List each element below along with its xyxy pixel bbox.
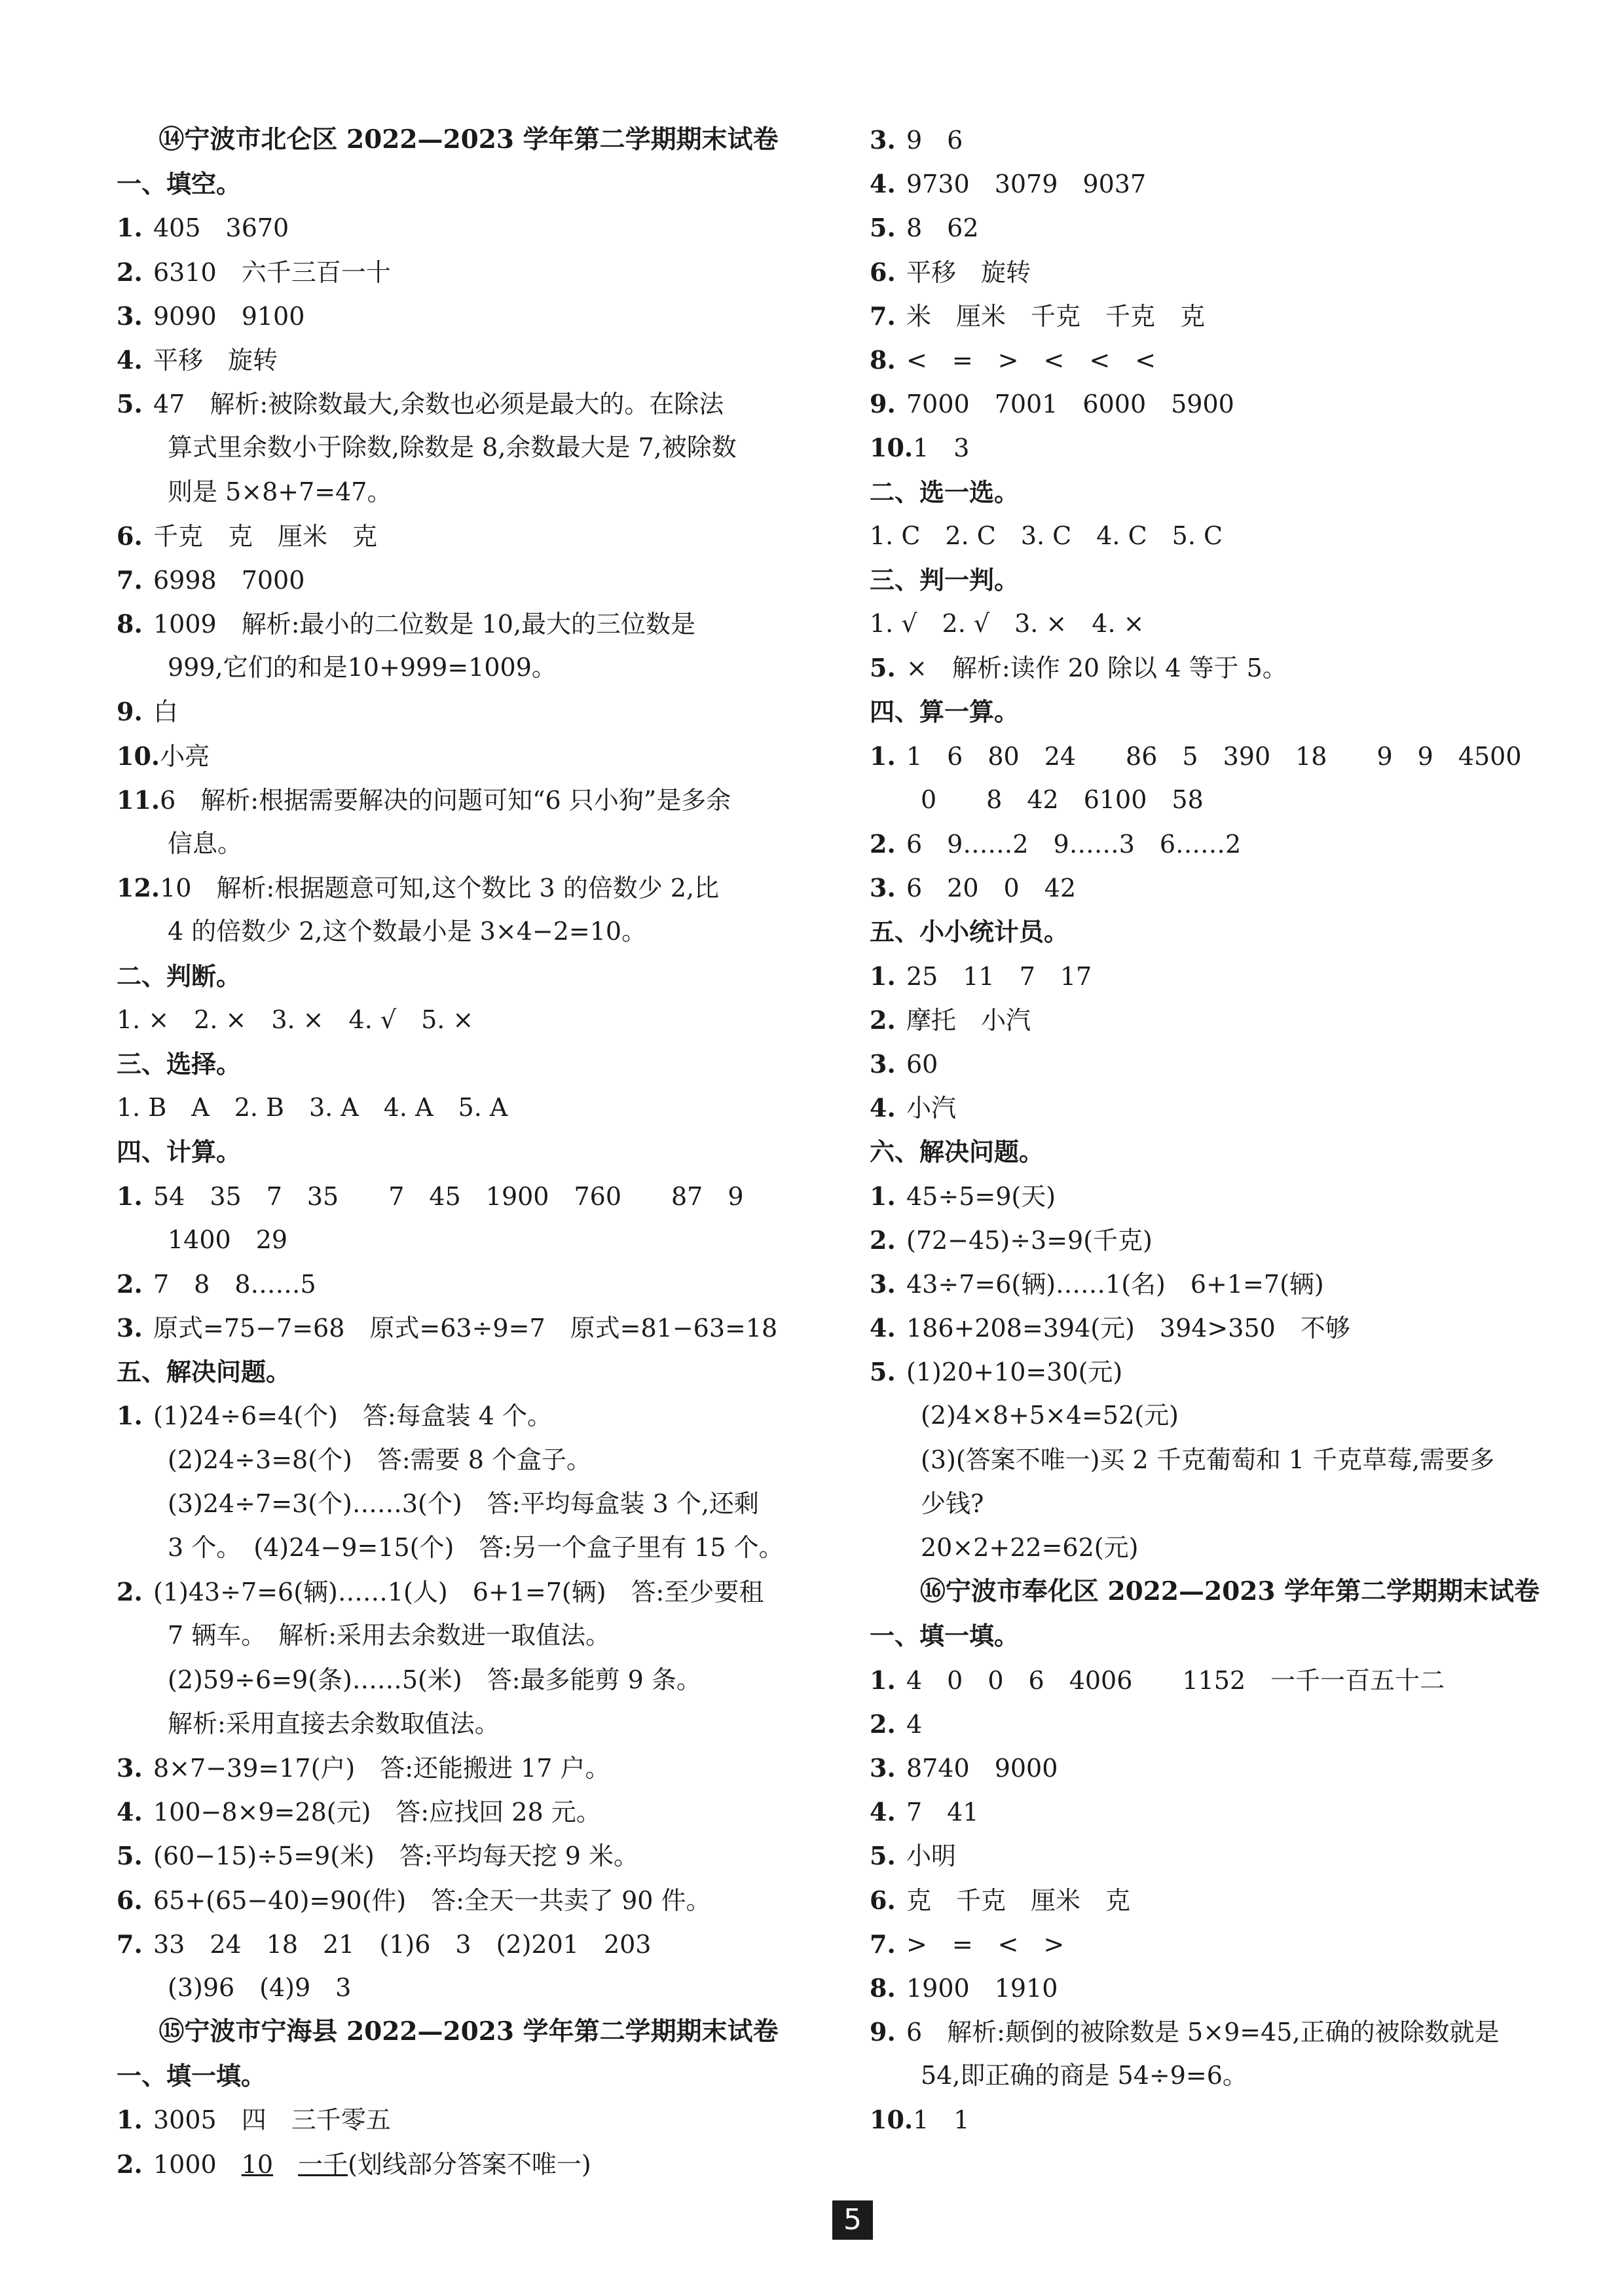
answer-line: 4. 100−8×9=28(元) 答:应找回 28 元。 bbox=[117, 1797, 601, 1827]
answer-continuation: 0 8 42 6100 58 bbox=[921, 785, 1204, 814]
answer-line: 2. 1000 10 一千(划线部分答案不唯一) bbox=[117, 2149, 591, 2179]
answer-line: 2. (72−45)÷3=9(千克) bbox=[870, 1225, 1153, 1255]
answer-line: 2. 6 9……2 9……3 6……2 bbox=[870, 829, 1242, 859]
answer-line: 10.1 1 bbox=[870, 2105, 970, 2135]
section-heading: 五、小小统计员。 bbox=[870, 917, 1069, 947]
exam-14-title: ⑭宁波市北仑区 2022—2023 学年第二学期期末试卷 bbox=[158, 124, 779, 155]
answer-continuation: 解析:采用直接去余数取值法。 bbox=[168, 1709, 500, 1738]
answer-line: 1. (1)24÷6=4(个) 答:每盒装 4 个。 bbox=[117, 1401, 553, 1431]
section-heading: 一、填一填。 bbox=[117, 2061, 267, 2091]
answer-line: 9. 白 bbox=[117, 697, 179, 727]
answer-continuation: 4 的倍数少 2,这个数最小是 3×4−2=10。 bbox=[168, 917, 647, 946]
answer-line: 4. 小汽 bbox=[870, 1093, 957, 1123]
answer-line: 5. × 解析:读作 20 除以 4 等于 5。 bbox=[870, 653, 1287, 683]
left-column bbox=[117, 118, 821, 2186]
answer-line: 3. 43÷7=6(辆)……1(名) 6+1=7(辆) bbox=[870, 1269, 1324, 1299]
answer-continuation: (3)(答案不唯一)买 2 千克葡萄和 1 千克草莓,需要多 bbox=[921, 1445, 1495, 1474]
section-heading: 二、选一选。 bbox=[870, 477, 1020, 507]
answer-line: 3. 60 bbox=[870, 1048, 938, 1079]
answer-line: 9. 7000 7001 6000 5900 bbox=[870, 389, 1234, 419]
answer-continuation: 3 个。 (4)24−9=15(个) 答:另一个盒子里有 15 个。 bbox=[168, 1533, 784, 1562]
answer-line: 5. 小明 bbox=[870, 1841, 957, 1871]
answer-line: 6. 千克 克 厘米 克 bbox=[117, 521, 378, 551]
answer-line: 10.小亮 bbox=[117, 741, 210, 771]
answer-line: 1. 25 11 7 17 bbox=[870, 961, 1092, 991]
underlined-answer: 一千 bbox=[298, 2149, 348, 2179]
answer-line: 9. 6 解析:颠倒的被除数是 5×9=45,正确的被除数就是 bbox=[870, 2017, 1500, 2047]
answer-line: 5. 8 62 bbox=[870, 213, 979, 243]
answer-line: 1. 3005 四 三千零五 bbox=[117, 2105, 391, 2135]
answer-continuation: 1400 29 bbox=[168, 1225, 288, 1254]
underlined-answer: 10 bbox=[241, 2149, 274, 2179]
answer-line: 5. (60−15)÷5=9(米) 答:平均每天挖 9 米。 bbox=[117, 1841, 639, 1871]
answer-line: 8. 1009 解析:最小的二位数是 10,最大的三位数是 bbox=[117, 609, 696, 639]
answer-continuation: 算式里余数小于除数,除数是 8,余数最大是 7,被除数 bbox=[168, 433, 737, 462]
answer-line: 1. 45÷5=9(天) bbox=[870, 1181, 1056, 1211]
answer-continuation: 999,它们的和是10+999=1009。 bbox=[168, 653, 557, 682]
right-column bbox=[870, 118, 1590, 2142]
answer-line: 7. > = < > bbox=[870, 1929, 1065, 1959]
section-heading: 二、判断。 bbox=[117, 961, 242, 991]
answer-line: 1. √ 2. √ 3. × 4. × bbox=[870, 609, 1145, 639]
answer-line: 11.6 解析:根据需要解决的问题可知“6 只小狗”是多余 bbox=[117, 785, 731, 815]
answer-line: 3. 8×7−39=17(户) 答:还能搬进 17 户。 bbox=[117, 1752, 610, 1783]
answer-line: 4. 9730 3079 9037 bbox=[870, 169, 1147, 199]
answer-line: 1. B A 2. B 3. A 4. A 5. A bbox=[117, 1093, 508, 1122]
answer-line: 5. (1)20+10=30(元) bbox=[870, 1357, 1123, 1387]
answer-continuation: 54,即正确的商是 54÷9=6。 bbox=[921, 2061, 1247, 2090]
answer-line: 2. 摩托 小汽 bbox=[870, 1005, 1031, 1035]
answer-line: 7. 6998 7000 bbox=[117, 565, 305, 595]
answer-continuation: (2)59÷6=9(条)……5(米) 答:最多能剪 9 条。 bbox=[168, 1665, 701, 1694]
section-heading: 一、填一填。 bbox=[870, 1621, 1020, 1651]
answer-line: 6. 65+(65−40)=90(件) 答:全天一共卖了 90 件。 bbox=[117, 1885, 711, 1915]
answer-line: 2. 7 8 8……5 bbox=[117, 1269, 316, 1299]
section-heading: 三、判一判。 bbox=[870, 565, 1020, 595]
answer-line: 2. (1)43÷7=6(辆)……1(人) 6+1=7(辆) 答:至少要租 bbox=[117, 1577, 764, 1607]
page-number: 5 bbox=[832, 2200, 873, 2240]
answer-line: 4. 平移 旋转 bbox=[117, 344, 278, 375]
answer-line: 8. < = > < < < bbox=[870, 344, 1156, 375]
answer-line: 7. 33 24 18 21 (1)6 3 (2)201 203 bbox=[117, 1929, 652, 1959]
section-heading: 三、选择。 bbox=[117, 1048, 242, 1079]
answer-continuation: 20×2+22=62(元) bbox=[921, 1533, 1139, 1562]
answer-line: 6. 克 千克 厘米 克 bbox=[870, 1885, 1131, 1915]
answer-continuation: 少钱? bbox=[921, 1489, 984, 1518]
section-heading: 五、解决问题。 bbox=[117, 1357, 291, 1387]
answer-continuation: (3)96 (4)9 3 bbox=[168, 1973, 352, 2002]
answer-continuation: (2)24÷3=8(个) 答:需要 8 个盒子。 bbox=[168, 1445, 592, 1474]
answer-line: 1. × 2. × 3. × 4. √ 5. × bbox=[117, 1005, 474, 1034]
answer-line: 8. 1900 1910 bbox=[870, 1973, 1058, 2003]
answer-line: 3. 9090 9100 bbox=[117, 301, 305, 331]
exam-15-title: ⑮宁波市宁海县 2022—2023 学年第二学期期末试卷 bbox=[158, 2016, 779, 2047]
answer-line: 1. 405 3670 bbox=[117, 213, 289, 243]
section-heading: 四、计算。 bbox=[117, 1137, 242, 1167]
answer-line: 1. 1 6 80 24 86 5 390 18 9 9 4500 bbox=[870, 741, 1522, 771]
answer-line: 1. 54 35 7 35 7 45 1900 760 87 9 bbox=[117, 1181, 744, 1211]
section-heading: 六、解决问题。 bbox=[870, 1137, 1044, 1167]
answer-line: 4. 186+208=394(元) 394>350 不够 bbox=[870, 1313, 1350, 1343]
answer-continuation: (3)24÷7=3(个)……3(个) 答:平均每盒装 3 个,还剩 bbox=[168, 1489, 759, 1518]
answer-line: 3. 8740 9000 bbox=[870, 1752, 1058, 1783]
answer-line: 3. 6 20 0 42 bbox=[870, 873, 1077, 903]
section-heading: 一、填空。 bbox=[117, 169, 242, 199]
answer-line: 3. 原式=75−7=68 原式=63÷9=7 原式=81−63=18 bbox=[117, 1313, 778, 1343]
answer-line: 12.10 解析:根据题意可知,这个数比 3 的倍数少 2,比 bbox=[117, 873, 720, 903]
answer-line: 10.1 3 bbox=[870, 433, 970, 463]
answer-line: 6. 平移 旋转 bbox=[870, 257, 1031, 287]
answer-line: 2. 4 bbox=[870, 1709, 923, 1739]
answer-continuation: 信息。 bbox=[168, 829, 243, 858]
answer-line: 7. 米 厘米 千克 千克 克 bbox=[870, 301, 1206, 331]
answer-continuation: (2)4×8+5×4=52(元) bbox=[921, 1401, 1179, 1430]
answer-line: 1. 4 0 0 6 4006 1152 一千一百五十二 bbox=[870, 1665, 1445, 1695]
exam-16-title: ⑯宁波市奉化区 2022—2023 学年第二学期期末试卷 bbox=[919, 1576, 1540, 1607]
answer-continuation: 7 辆车。 解析:采用去余数进一取值法。 bbox=[168, 1621, 611, 1650]
answer-line: 3. 9 6 bbox=[870, 125, 963, 155]
answer-continuation: 则是 5×8+7=47。 bbox=[168, 477, 392, 506]
answer-line: 4. 7 41 bbox=[870, 1797, 979, 1827]
answer-line: 1. C 2. C 3. C 4. C 5. C bbox=[870, 521, 1223, 550]
answer-line: 5. 47 解析:被除数最大,余数也必须是最大的。在除法 bbox=[117, 389, 724, 419]
answer-line: 2. 6310 六千三百一十 bbox=[117, 257, 391, 287]
section-heading: 四、算一算。 bbox=[870, 697, 1020, 727]
